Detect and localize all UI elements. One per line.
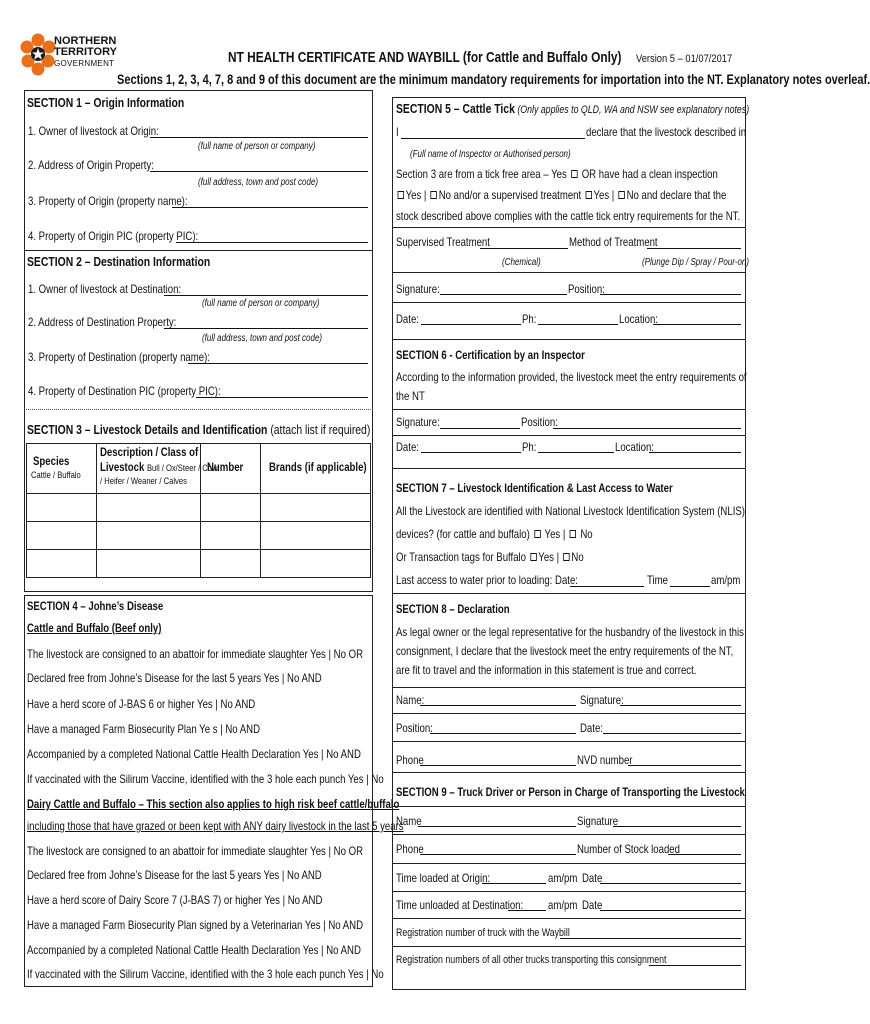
s5-method-hint: (Plunge Dip / Spray / Pour-on) xyxy=(642,257,750,268)
s9-loaded-date-label: Date xyxy=(582,871,603,885)
divider xyxy=(392,741,746,742)
s8-date-label: Date: xyxy=(580,721,603,735)
divider xyxy=(392,713,746,714)
s5-ph-label: Ph: xyxy=(522,312,537,326)
s7-text-2: devices? (for cattle and buffalo) Yes | No xyxy=(396,527,593,541)
table-cell[interactable] xyxy=(97,494,201,522)
s9-loaded-ampm: am/pm xyxy=(548,871,578,885)
table-row xyxy=(27,550,371,578)
table-cell[interactable] xyxy=(27,550,97,578)
col-brands-label: Brands (if applicable) xyxy=(269,460,367,474)
s9-rego-other-label: Registration numbers of all other trucks transporting this consignment xyxy=(396,954,667,966)
s8-signature-label: Signature: xyxy=(580,693,624,707)
s5-treatment-no-checkbox[interactable] xyxy=(619,191,625,199)
s8-text-1: As legal owner or the legal representative for the husbandry of the livestock in this xyxy=(396,625,744,639)
s2-owner-hint: (full name of person or company) xyxy=(202,298,320,309)
s4-dairy-line: If vaccinated with the Silirum Vaccine, identified with the 3 hole each punch Yes | No xyxy=(27,967,384,981)
s9-phone-field[interactable] xyxy=(420,854,576,855)
section-8-heading: SECTION 8 – Declaration xyxy=(396,602,510,616)
s9-loaded-time-field[interactable] xyxy=(482,883,546,884)
s4-beef-line: If vaccinated with the Silirum Vaccine, identified with the 3 hole each punch Yes | No xyxy=(27,772,384,786)
s9-rego-field[interactable] xyxy=(560,938,741,939)
s7-tags-yes-checkbox[interactable] xyxy=(530,553,536,561)
s5-inspector-name-field[interactable] xyxy=(401,138,585,139)
col-species-label: Species xyxy=(33,454,70,468)
s4-dairy-line: The livestock are consigned to an abattoir for immediate slaughter Yes | No OR xyxy=(27,844,364,858)
s9-unloaded-ampm: am/pm xyxy=(548,898,578,912)
s8-nvd-field[interactable] xyxy=(628,765,741,766)
s5-date-field[interactable] xyxy=(421,324,521,325)
s5-i-label: I xyxy=(396,125,399,139)
divider xyxy=(392,891,746,892)
divider xyxy=(392,227,746,228)
s7-water-date-field[interactable] xyxy=(570,586,644,587)
s1-pic-label: 4. Property of Origin PIC (property PIC): xyxy=(28,229,199,243)
s6-ph-field[interactable] xyxy=(538,452,614,453)
s5-line-1: Section 3 are from a tick free area – Yes OR have had a clean inspection xyxy=(396,167,718,181)
s9-rego-other-field[interactable] xyxy=(649,965,741,966)
divider xyxy=(24,250,373,251)
s2-address-label: 2. Address of Destination Property: xyxy=(28,315,177,329)
s2-property-label: 3. Property of Destination (property name): xyxy=(28,350,210,364)
s8-name-label: Name: xyxy=(396,693,425,707)
s5-location-field[interactable] xyxy=(653,324,741,325)
s4-beef-line: Have a managed Farm Biosecurity Plan Ye s | No AND xyxy=(27,722,261,736)
version-label: Version 5 – 01/07/2017 xyxy=(636,53,733,65)
s5-position-label: Position: xyxy=(568,282,605,296)
table-cell[interactable] xyxy=(27,494,97,522)
s6-location-label: Location: xyxy=(615,440,654,454)
livestock-table xyxy=(26,443,371,578)
table-cell[interactable] xyxy=(261,494,371,522)
flower-emblem-icon xyxy=(20,32,56,78)
s5-supervised-label: Supervised Treatment xyxy=(396,235,490,249)
s2-address-field[interactable] xyxy=(164,328,368,329)
s4-beef-line: The livestock are consigned to an abattoir for immediate slaughter Yes | No OR xyxy=(27,647,364,661)
s5-treatment-yes-checkbox[interactable] xyxy=(585,191,591,199)
section-4-heading: SECTION 4 – Johne’s Disease xyxy=(27,599,164,613)
s8-text-2: consignment, I declare that the livestock meet the entry requirements of the NT, xyxy=(396,644,734,658)
s2-owner-label: 1. Owner of livestock at Destination: xyxy=(28,282,182,296)
s4-beef-line: Declared free from Johne’s Disease for the last 5 years Yes | No AND xyxy=(27,671,322,685)
nt-government-logo xyxy=(20,30,120,90)
s8-text-3: are fit to travel and the information in this statement is true and correct. xyxy=(396,663,697,677)
table-cell[interactable] xyxy=(97,522,201,550)
s9-unloaded-label: Time unloaded at Destination: xyxy=(396,898,524,912)
s8-position-field[interactable] xyxy=(430,733,576,734)
table-cell[interactable] xyxy=(201,494,261,522)
s4-beef-line: Accompanied by a completed National Cattle Health Declaration Yes | No AND xyxy=(27,747,361,761)
col-number-label: Number xyxy=(207,460,244,474)
s9-name-label: Name xyxy=(396,814,422,828)
s5-inspection-yes-checkbox[interactable] xyxy=(398,191,404,199)
divider xyxy=(392,918,746,919)
section-2-heading: SECTION 2 – Destination Information xyxy=(27,254,211,269)
s2-owner-field[interactable] xyxy=(164,295,368,296)
col-desc-label2: Livestock Bull / Ox/Steer / Cow xyxy=(100,460,218,474)
s5-inspection-no-checkbox[interactable] xyxy=(431,191,437,199)
s9-rego-label: Registration number of truck with the Waybill xyxy=(396,927,570,939)
s1-owner-hint: (full name of person or company) xyxy=(198,141,316,152)
logo-line-government: GOVERNMENT xyxy=(54,59,115,68)
col-species-sub: Cattle / Buffalo xyxy=(31,470,81,481)
s1-owner-field[interactable] xyxy=(150,137,368,138)
s6-signature-label: Signature: xyxy=(396,415,440,429)
s8-nvd-label: NVD number xyxy=(577,753,633,767)
s5-tickfree-yes-checkbox[interactable] xyxy=(571,170,577,178)
table-cell[interactable] xyxy=(201,550,261,578)
s9-name-field[interactable] xyxy=(418,826,576,827)
s5-location-label: Location: xyxy=(619,312,658,326)
s1-address-field[interactable] xyxy=(150,171,368,172)
s1-owner-label: 1. Owner of livestock at Origin: xyxy=(28,124,159,138)
s5-method-label: Method of Treatment xyxy=(569,235,658,249)
s4-beef-heading: Cattle and Buffalo (Beef only) xyxy=(27,621,162,635)
dotted-divider xyxy=(24,409,373,410)
s4-dairy-line: Accompanied by a completed National Cattle Health Declaration Yes | No AND xyxy=(27,943,361,957)
table-cell[interactable] xyxy=(261,522,371,550)
s2-pic-field[interactable] xyxy=(196,397,368,398)
s9-stock-label: Number of Stock loaded xyxy=(577,842,680,856)
divider xyxy=(392,863,746,864)
table-cell[interactable] xyxy=(97,550,201,578)
section-9-heading: SECTION 9 – Truck Driver or Person in Charge of Transporting the Livestock xyxy=(396,785,745,799)
divider xyxy=(392,946,746,947)
s6-date-label: Date: xyxy=(396,440,419,454)
s7-text-3: Or Transaction tags for Buffalo Yes | No xyxy=(396,550,584,564)
s5-signature-label: Signature: xyxy=(396,282,440,296)
s4-dairy-line: Have a managed Farm Biosecurity Plan signed by a Veterinarian Yes | No AND xyxy=(27,918,364,932)
divider xyxy=(392,272,746,273)
divider xyxy=(392,806,746,807)
s9-unloaded-date-label: Date xyxy=(582,898,603,912)
s9-phone-label: Phone xyxy=(396,842,424,856)
s5-line-3: stock described above complies with the cattle tick entry requirements for the NT. xyxy=(396,209,741,223)
s7-text-1: All the Livestock are identified with National Livestock Identification System (NLIS) xyxy=(396,504,745,518)
col-species-header xyxy=(27,444,97,494)
s7-ampm-label: am/pm xyxy=(711,573,741,587)
divider xyxy=(392,593,746,594)
table-cell[interactable] xyxy=(261,550,371,578)
divider xyxy=(392,468,746,469)
divider xyxy=(392,409,746,410)
s5-declare-label: declare that the livestock described in xyxy=(586,125,747,139)
s8-phone-label: Phone xyxy=(396,753,424,767)
s5-ph-field[interactable] xyxy=(538,324,618,325)
s9-unloaded-time-field[interactable] xyxy=(508,910,546,911)
s5-chemical-hint: (Chemical) xyxy=(502,257,541,268)
s4-dairy-line: Declared free from Johne’s Disease for the last 5 years Yes | No AND xyxy=(27,868,322,882)
s6-position-field[interactable] xyxy=(553,428,741,429)
s6-text-1: According to the information provided, the livestock meet the entry requirements of xyxy=(396,370,747,384)
s7-water-label: Last access to water prior to loading: Date: xyxy=(396,573,578,587)
s4-beef-line: Have a herd score of J-BAS 6 or higher Yes | No AND xyxy=(27,697,256,711)
s6-text-2: the NT xyxy=(396,389,425,403)
s1-property-field[interactable] xyxy=(172,207,368,208)
s7-nlis-no-checkbox[interactable] xyxy=(570,530,576,538)
s2-pic-label: 4. Property of Destination PIC (property PIC): xyxy=(28,384,221,398)
section-1-heading: SECTION 1 – Origin Information xyxy=(27,95,185,110)
table-cell[interactable] xyxy=(201,522,261,550)
s9-signature-label: Signature xyxy=(577,814,619,828)
s1-address-hint: (full address, town and post code) xyxy=(198,177,319,188)
s5-position-field[interactable] xyxy=(600,294,741,295)
s6-location-field[interactable] xyxy=(649,452,741,453)
s9-loaded-date-field[interactable] xyxy=(600,883,741,884)
col-desc-sub2: / Heifer / Weaner / Calves xyxy=(100,476,187,487)
s5-signature-field[interactable] xyxy=(440,294,567,295)
s7-water-time-field[interactable] xyxy=(670,586,710,587)
divider xyxy=(392,834,746,835)
s8-phone-field[interactable] xyxy=(420,765,576,766)
divider xyxy=(392,687,746,688)
s4-dairy-heading: Dairy Cattle and Buffalo – This section also applies to high risk beef cattle/buffalo xyxy=(27,797,400,811)
s5-date-label: Date: xyxy=(396,312,419,326)
s8-name-field[interactable] xyxy=(420,705,576,706)
s6-date-field[interactable] xyxy=(421,452,521,453)
s9-loaded-label: Time loaded at Origin: xyxy=(396,871,491,885)
table-row xyxy=(27,494,371,522)
s5-line-2: Yes | No and/or a supervised treatment Yes | No and declare that the xyxy=(396,188,726,202)
s4-dairy-heading-2: including those that have grazed or been kept with ANY dairy livestock in the last 5 years xyxy=(27,819,404,833)
col-number-header xyxy=(201,444,261,494)
col-brands-header xyxy=(261,444,371,494)
s2-address-hint: (full address, town and post code) xyxy=(202,333,323,344)
s6-signature-field[interactable] xyxy=(440,428,520,429)
s7-time-label: Time xyxy=(647,573,668,587)
s4-dairy-line: Have a herd score of Dairy Score 7 (J-BAS 7) or higher Yes | No AND xyxy=(27,893,323,907)
s8-signature-field[interactable] xyxy=(620,705,741,706)
divider xyxy=(392,772,746,773)
s1-address-label: 2. Address of Origin Property: xyxy=(28,158,154,172)
divider xyxy=(392,339,746,340)
s5-method-field[interactable] xyxy=(647,248,741,249)
s5-inspector-hint: (Full name of Inspector or Authorised person) xyxy=(410,149,571,160)
section-7-heading: SECTION 7 – Livestock Identification & Last Access to Water xyxy=(396,481,673,495)
table-row xyxy=(27,522,371,550)
col-desc-header xyxy=(97,444,218,494)
s2-property-field[interactable] xyxy=(188,363,368,364)
page-title: NT HEALTH CERTIFICATE AND WAYBILL (for Cattle and Buffalo Only) xyxy=(228,50,622,66)
s9-signature-field[interactable] xyxy=(613,826,741,827)
s8-position-label: Position: xyxy=(396,721,433,735)
s9-unloaded-date-field[interactable] xyxy=(600,910,741,911)
section-5-heading: SECTION 5 – Cattle Tick (Only applies to QLD, WA and NSW see explanatory notes) xyxy=(396,101,750,116)
section-6-heading: SECTION 6 - Certification by an Inspector xyxy=(396,348,585,362)
s5-chemical-field[interactable] xyxy=(480,248,568,249)
s1-property-label: 3. Property of Origin (property name): xyxy=(28,194,188,208)
s7-tags-no-checkbox[interactable] xyxy=(563,553,569,561)
s6-position-label: Position: xyxy=(521,415,558,429)
divider xyxy=(392,435,746,436)
s8-date-field[interactable] xyxy=(603,733,741,734)
page-subtitle: Sections 1, 2, 3, 4, 7, 8 and 9 of this document are the minimum mandatory requirements for importation into the NT. Explanatory notes overleaf. xyxy=(117,72,870,87)
s7-nlis-yes-checkbox[interactable] xyxy=(534,530,540,538)
s6-ph-label: Ph: xyxy=(522,440,537,454)
s9-stock-field[interactable] xyxy=(668,854,741,855)
divider xyxy=(392,302,746,303)
section-3-heading: SECTION 3 – Livestock Details and Identification (attach list if required) xyxy=(27,422,371,437)
right-sections-frame xyxy=(392,97,746,990)
table-cell[interactable] xyxy=(27,522,97,550)
col-desc-label: Description / Class of xyxy=(100,445,199,459)
s1-pic-field[interactable] xyxy=(176,242,368,243)
logo-line-territory: TERRITORY xyxy=(54,46,117,58)
logo-line-northern: NORTHERN xyxy=(54,35,117,47)
